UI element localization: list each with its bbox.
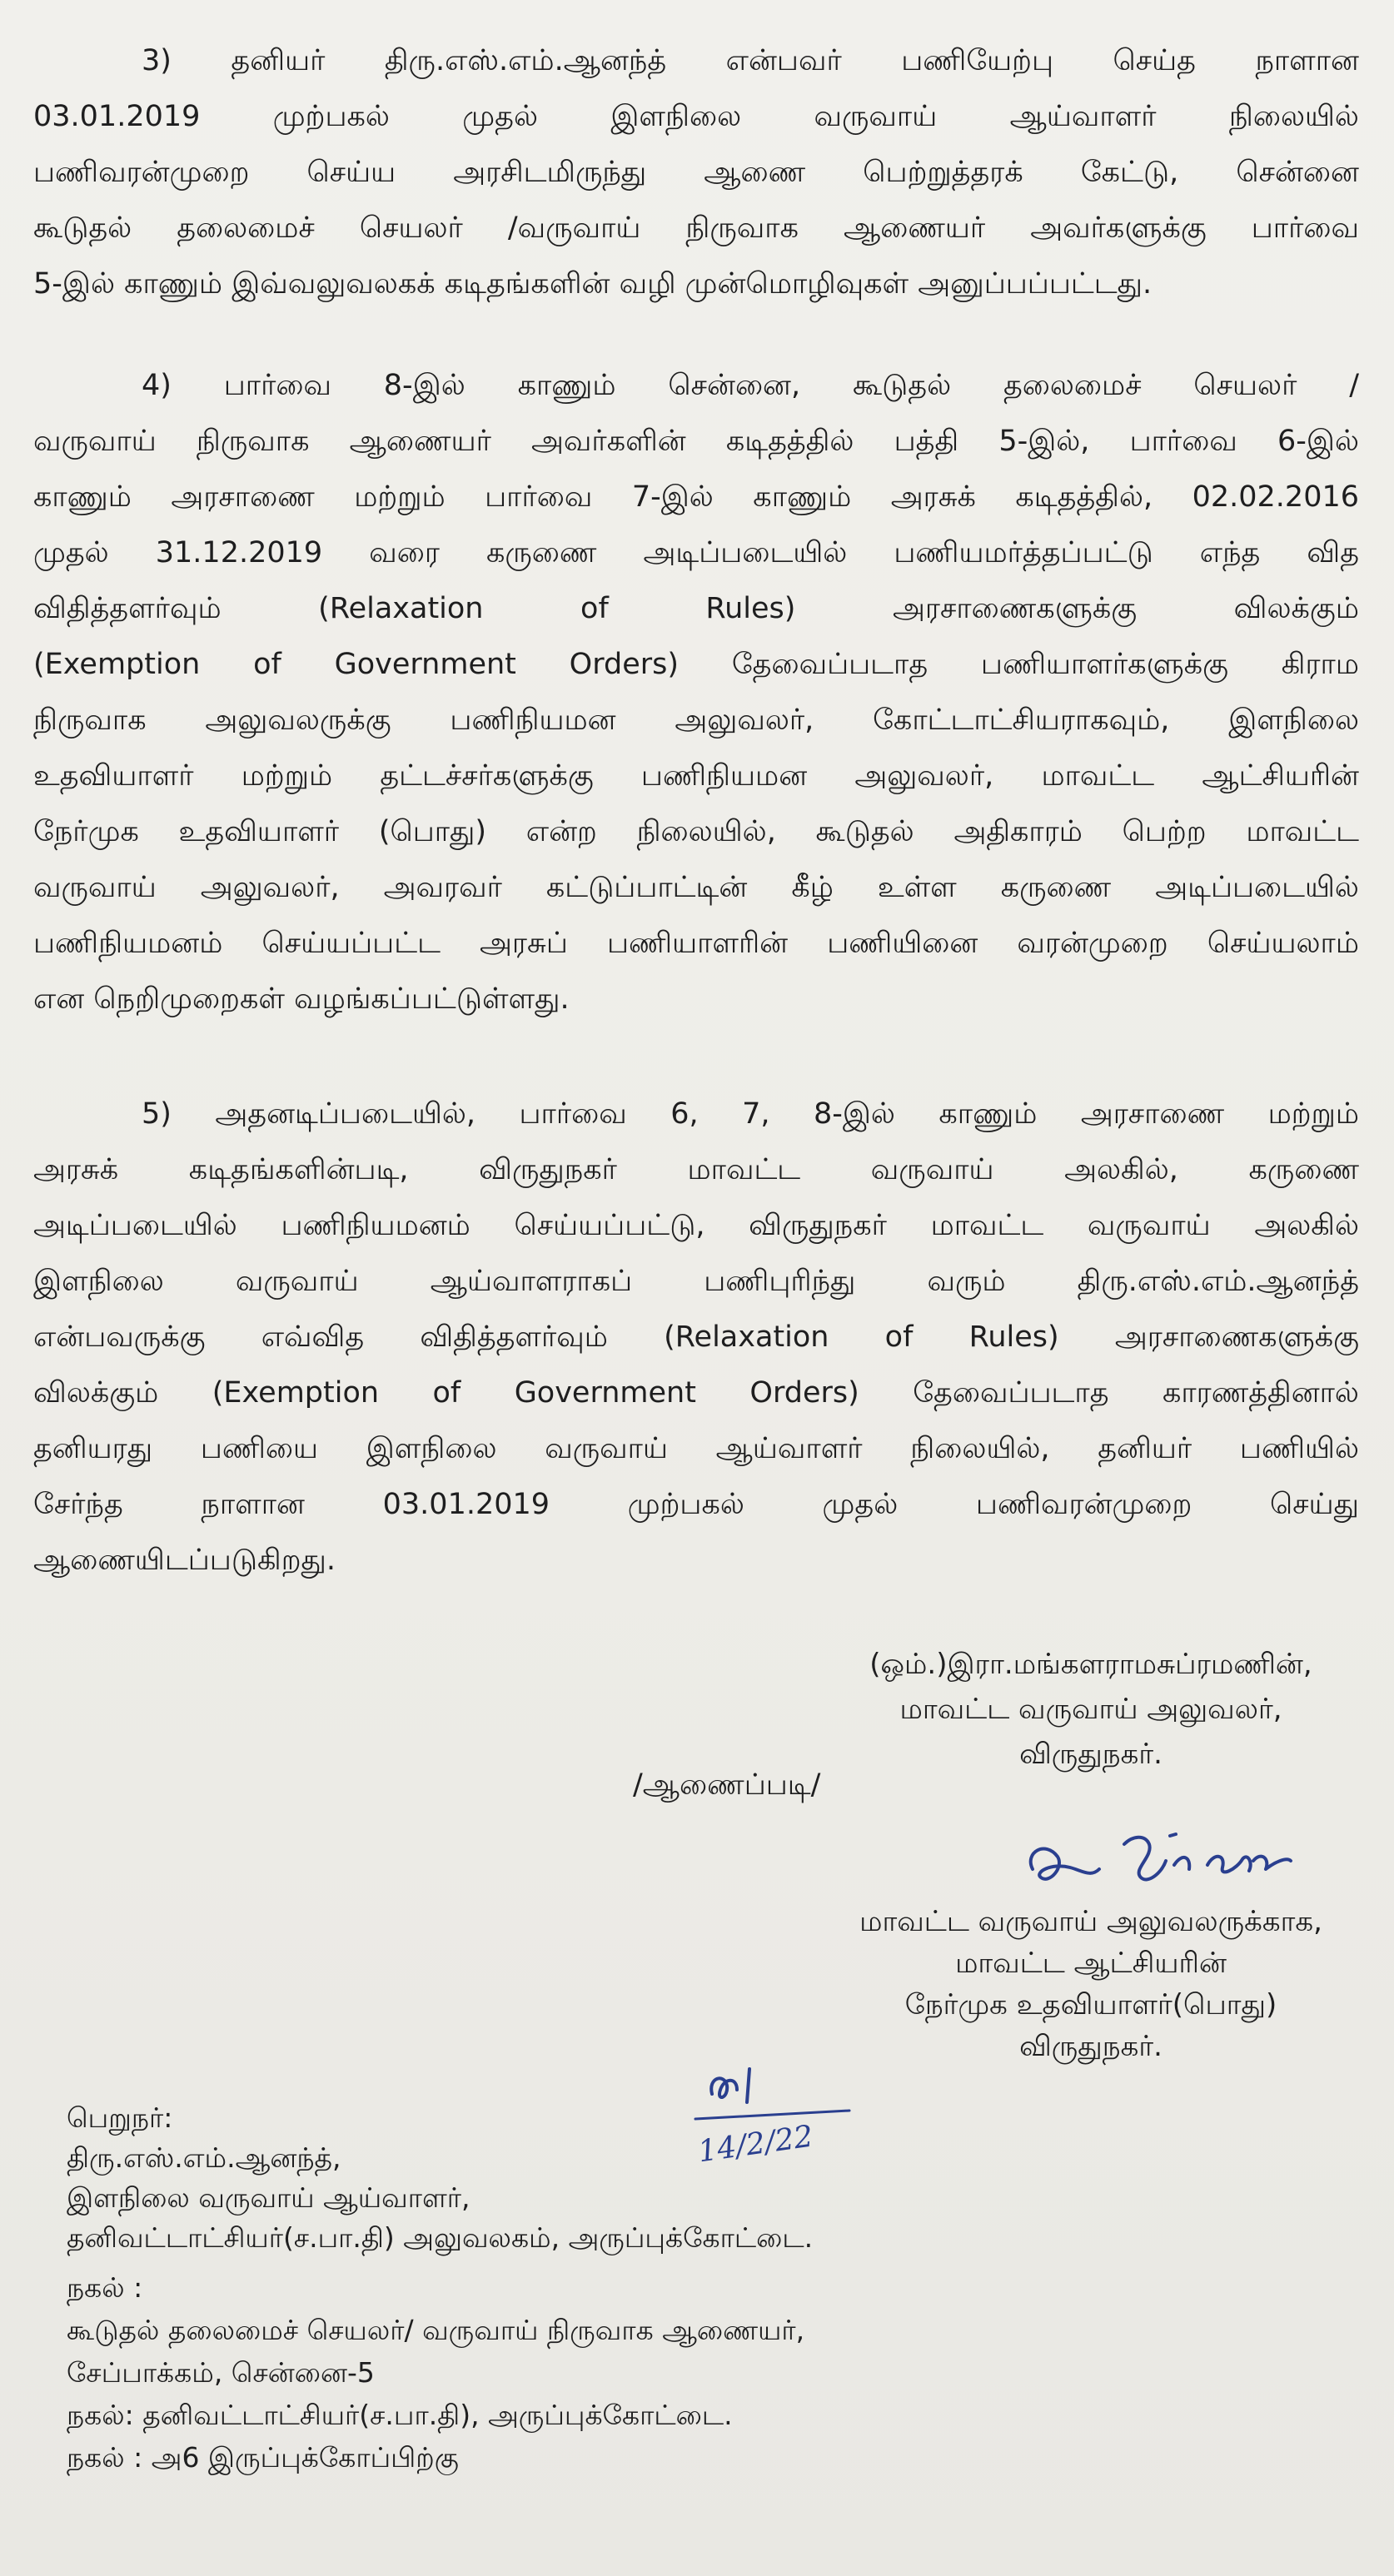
signature-line: மாவட்ட வருவாய் அலுவலருக்காக, <box>859 1905 1322 1938</box>
recipient-heading: பெறுநர்: <box>67 2101 173 2134</box>
paragraph-line: உதவியாளர் மற்றும் தட்டச்சர்களுக்கு பணிநியமன அலுவலர், மாவட்ட ஆட்சியரின் <box>33 759 1359 793</box>
paragraph-4 <box>33 358 1359 1027</box>
paragraph-line: விலக்கும் (Exemption of Government Orders) தேவைப்படாத காரணத்தினால் <box>33 1376 1359 1410</box>
paragraph-5 <box>33 1087 1359 1589</box>
copy-line: நகல் : அ6 இருப்புக்கோப்பிற்கு <box>67 2441 459 2474</box>
copy-line: கூடுதல் தலைமைச் செயலர்/ வருவாய் நிருவாக ஆணையர், <box>67 2314 805 2346</box>
paragraph-line: விதித்தளர்வும் (Relaxation of Rules) அரசாணைகளுக்கு விலக்கும் <box>33 592 1359 625</box>
paragraph-line: 5) அதனடிப்படையில், பார்வை 6, 7, 8-இல் காணும் அரசாணை மற்றும் <box>142 1097 1359 1131</box>
recipient-block <box>67 2098 813 2258</box>
handwritten-date: 14/2/22 <box>695 2119 815 2170</box>
recipient-line: இளநிலை வருவாய் ஆய்வாளர், <box>67 2181 470 2214</box>
paragraph-line: வருவாய் அலுவலர், அவரவர் கட்டுப்பாட்டின் கீழ் உள்ள கருணை அடிப்படையில் <box>33 871 1359 904</box>
paragraph-line: சேர்ந்த நாளான 03.01.2019 முற்பகல் முதல் பணிவரன்முறை செய்து <box>33 1488 1359 1521</box>
paragraph-line: அரசுக் கடிதங்களின்படி, விருதுநகர் மாவட்ட வருவாய் அலகில், கருணை <box>33 1153 1359 1186</box>
order-copy-label: /ஆணைப்படி/ <box>633 1768 821 1802</box>
paragraph-line: நேர்முக உதவியாளர் (பொது) என்ற நிலையில், கூடுதல் அதிகாரம் பெற்ற மாவட்ட <box>33 815 1359 848</box>
paragraph-line: என நெறிமுறைகள் வழங்கப்பட்டுள்ளது. <box>33 982 570 1016</box>
paragraph-line: கூடுதல் தலைமைச் செயலர் /வருவாய் நிருவாக ஆணையர் அவர்களுக்கு பார்வை <box>33 211 1359 245</box>
copies-block <box>67 2266 804 2479</box>
paragraph-line: அடிப்படையில் பணிநியமனம் செய்யப்பட்டு, விருதுநகர் மாவட்ட வருவாய் அலகில் <box>33 1209 1359 1242</box>
signer-designation: மாவட்ட வருவாய் அலுவலர், <box>899 1693 1282 1726</box>
signature-line: மாவட்ட ஆட்சியரின் <box>955 1947 1227 1980</box>
recipient-line: திரு.எஸ்.எம்.ஆனந்த், <box>67 2141 341 2174</box>
paragraph-line: 5-இல் காணும் இவ்வலுவலகக் கடிதங்களின் வழி முன்மொழிவுகள் அனுப்பப்பட்டது. <box>33 267 1153 301</box>
paragraph-line: முதல் 31.12.2019 வரை கருணை அடிப்படையில் பணியமர்த்தப்பட்டு எந்த வித <box>33 536 1359 569</box>
paragraph-line: 3) தனியர் திரு.எஸ்.எம்.ஆனந்த் என்பவர் பணியேற்பு செய்த நாளான <box>142 44 1359 77</box>
paragraph-line: 4) பார்வை 8-இல் காணும் சென்னை, கூடுதல் தலைமைச் செயலர் / <box>142 369 1359 402</box>
signed-by-block <box>816 1642 1366 1777</box>
paragraph-line: நிருவாக அலுவலருக்கு பணிநியமன அலுவலர், கோட்டாட்சியராகவும், இளநிலை <box>33 704 1359 737</box>
copy-line: நகல்: தனிவட்டாட்சியர்(ச.பா.தி), அருப்புக்கோட்டை. <box>67 2399 733 2431</box>
paragraph-line: பணிநியமனம் செய்யப்பட்ட அரசுப் பணியாளரின் பணியினை வரன்முறை செய்யலாம் <box>33 927 1359 960</box>
paragraph-line: இளநிலை வருவாய் ஆய்வாளராகப் பணிபுரிந்து வரும் திரு.எஸ்.எம்.ஆனந்த் <box>33 1265 1359 1298</box>
copy-line: நகல் : <box>67 2271 143 2304</box>
paragraph-line: வருவாய் நிருவாக ஆணையர் அவர்களின் கடிதத்தில் பத்தி 5-இல், பார்வை 6-இல் <box>33 425 1359 458</box>
copy-line: சேப்பாக்கம், சென்னை-5 <box>67 2356 375 2389</box>
paragraph-line: ஆணையிடப்படுகிறது. <box>33 1544 336 1577</box>
paragraph-line: என்பவருக்கு எவ்வித விதித்தளர்வும் (Relaxation of Rules) அரசாணைகளுக்கு <box>33 1320 1359 1354</box>
paragraph-line: பணிவரன்முறை செய்ய அரசிடமிருந்து ஆணை பெற்றுத்தரக் கேட்டு, சென்னை <box>33 156 1359 189</box>
signature-block <box>808 1901 1374 2067</box>
signer-place: விருதுநகர். <box>1019 1738 1162 1771</box>
paragraph-line: (Exemption of Government Orders) தேவைப்படாத பணியாளர்களுக்கு கிராம <box>33 648 1359 681</box>
paragraph-line: தனியரது பணியை இளநிலை வருவாய் ஆய்வாளர் நிலையில், தனியர் பணியில் <box>33 1432 1359 1465</box>
signer-name: (ஒம்.)இரா.மங்களராமசுப்ரமணின், <box>869 1648 1312 1681</box>
signature-line: நேர்முக உதவியாளர்(பொது) <box>904 1988 1277 2022</box>
recipient-line: தனிவட்டாட்சியர்(ச.பா.தி) அலுவலகம், அருப்புக்கோட்டை. <box>67 2221 814 2254</box>
paragraph-3 <box>33 33 1359 312</box>
signature-line: விருதுநகர். <box>1019 2030 1162 2063</box>
paragraph-line: காணும் அரசாணை மற்றும் பார்வை 7-இல் காணும் அரசுக் கடிதத்தில், 02.02.2016 <box>33 480 1359 514</box>
paragraph-line: 03.01.2019 முற்பகல் முதல் இளநிலை வருவாய் ஆய்வாளர் நிலையில் <box>33 100 1359 133</box>
